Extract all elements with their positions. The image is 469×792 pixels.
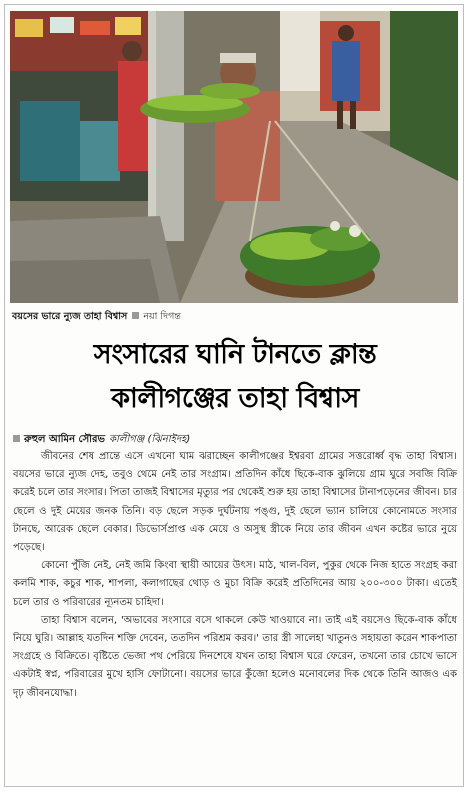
headline-line-1: সংসারের ঘানি টানতে ক্লান্ত [93, 339, 377, 370]
caption-text: বয়সের ভারে ন্যুজ তাহা বিশ্বাস [12, 311, 128, 322]
headline-line-2: কালীগঞ্জের তাহা বিশ্বাস [111, 383, 359, 414]
photo-caption [12, 310, 458, 324]
article-paragraph-3: তাহা বিশ্বাস বলেন, 'অভাবের সংসারে বসে থাকলে কেউ খাওয়াবে না। তাই এই বয়সেও ছিকে-বাক কাঁধে নিয়ে ঘুরি। আল্লাহ যতদিন শক্তি দেবেন, ততদিন পরিশ্রম করব।' তার স্ত্রী সালেহা খাতুনও সহায়তা করেন শাকপাতা সংগ্রহে ও বিক্রিতে। বৃষ্টিতে ভেজা পথ পেরিয়ে দিনশেষে যখন তাহা বিশ্বাস ঘরে ফেরেন, তখনো তার চোখে ভাসে একটাই স্বপ্ন, পরিবারের মুখে হাসি ফোটানো। বয়সের ভারে কুঁজো হলেও মনোবলের দিক থেকে তিনি আজও এক দৃঢ় জীবনযোদ্ধা। [13, 614, 457, 699]
square-bullet-icon [13, 435, 20, 442]
headline [11, 333, 459, 421]
article-paragraph-2: কোনো পুঁজি নেই, নেই জমি কিংবা স্থায়ী আয়ের উৎস। মাঠ, খাল-বিল, পুকুর থেকে নিজ হাতে সংগ্রহ করা কলমি শাক, কচুর শাক, শাপলা, কলাগাছের থোড় ও মুচা বিক্রি করেই প্রতিদিনের আয় ২০০-৩০০ টাকা। এতেই চলে তার ও পরিবারের ন্যূনতম চাহিদা। [13, 560, 457, 608]
caption-source: নয়া দিগন্ত [143, 311, 181, 322]
article-body [13, 448, 457, 703]
news-photo [10, 11, 458, 303]
byline-author: রুহুল আমিন সৌরভ [24, 434, 105, 445]
byline-place: কালীগঞ্জ (ঝিনাইদহ) [109, 434, 191, 445]
news-clipping [4, 4, 464, 787]
byline [13, 432, 457, 448]
square-bullet-icon [132, 312, 139, 319]
article-paragraph-1: জীবনের শেষ প্রান্তে এসে এখনো ঘাম ঝরাচ্ছেন কালীগঞ্জের ইশ্বরবা গ্রামের সত্তরোর্ধ্ব বৃদ্ধ তাহা বিশ্বাস। বয়সের ভারে ন্যুজ দেহ, তবুও থেমে নেই তার সংগ্রাম। প্রতিদিন কাঁধে ছিকে-বাক ঝুলিয়ে গ্রাম ঘুরে সবজি বিক্রি করেই চলে তার সংসার। পিতা তাজই বিশ্বাসের মৃত্যুর পর থেকেই শুরু হয় তাহা বিশ্বাসের টানাপড়েনের জীবন। চার ছেলে ও দুই মেয়ের জনক তিনি। বড় ছেলে সড়ক দুর্ঘটনায় পঙ্গু, দুই ছেলে ভ্যান চালিয়ে কোনোমতে সংসার টানছে, আরেক ছেলে বেকার। ডিভোর্সপ্রাপ্ত এক মেয়ে ও অসুস্থ স্ত্রীকে নিয়ে তার জীবন এখন কষ্টের ভারে নুয়ে পড়েছে। [13, 451, 457, 554]
